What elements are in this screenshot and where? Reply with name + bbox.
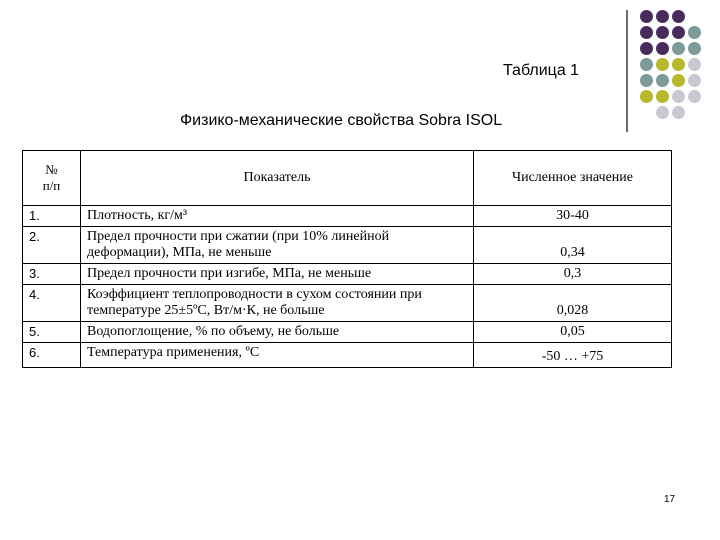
row-num: 4. (23, 285, 81, 322)
row-indicator: Плотность, кг/м³ (81, 206, 474, 227)
decor-dot (672, 10, 685, 23)
row-num: 3. (23, 264, 81, 285)
row-indicator: Предел прочности при изгибе, МПа, не меньше (81, 264, 474, 285)
page-number: 17 (664, 494, 676, 505)
table-row (23, 285, 672, 322)
decor-dot (656, 58, 669, 71)
decor-dot (672, 58, 685, 71)
header-value: Численное значение (474, 151, 672, 206)
table-row (23, 264, 672, 285)
decor-dot (656, 106, 669, 119)
row-indicator: Коэффициент теплопроводности в сухом состоянии при температуре 25±5ºС, Вт/м·К, не больше (81, 285, 474, 322)
decor-dot (688, 74, 701, 87)
row-indicator: Температура применения, ºС (81, 343, 474, 368)
decor-dot (640, 42, 653, 55)
row-value: 30-40 (474, 206, 672, 227)
row-value: 0,028 (474, 285, 672, 322)
row-num: 6. (23, 343, 81, 368)
row-indicator: Предел прочности при сжатии (при 10% линейной деформации), МПа, не меньше (81, 227, 474, 264)
decor-dot (688, 26, 701, 39)
decor-dot (688, 42, 701, 55)
decor-dot (672, 74, 685, 87)
decor-vertical-line (626, 10, 628, 132)
row-value: 0,05 (474, 322, 672, 343)
row-num: 2. (23, 227, 81, 264)
table-row (23, 227, 672, 264)
decor-dot (656, 90, 669, 103)
row-value: -50 … +75 (474, 343, 672, 368)
decor-dot (656, 42, 669, 55)
decor-dot (640, 90, 653, 103)
row-value: 0,3 (474, 264, 672, 285)
decor-dot-grid (638, 10, 720, 120)
table-row (23, 343, 672, 368)
row-num: 5. (23, 322, 81, 343)
decor-dot (656, 10, 669, 23)
decor-dot (688, 58, 701, 71)
table-row (23, 322, 672, 343)
properties-table (22, 150, 672, 368)
decor-dot (656, 26, 669, 39)
decor-dot (640, 58, 653, 71)
slide-title: Физико-механические свойства Sobra ISOL (180, 112, 503, 129)
row-value: 0,34 (474, 227, 672, 264)
table-row (23, 206, 672, 227)
decor-dot (688, 90, 701, 103)
decor-dot (640, 26, 653, 39)
row-num: 1. (23, 206, 81, 227)
table-label: Таблица 1 (503, 62, 580, 79)
header-num: № п/п (23, 151, 81, 206)
row-indicator: Водопоглощение, % по объему, не больше (81, 322, 474, 343)
decor-dot (640, 10, 653, 23)
table-header-row (23, 151, 672, 206)
decor-dot (672, 26, 685, 39)
header-indicator: Показатель (81, 151, 474, 206)
decor-dot (672, 106, 685, 119)
decor-dot (672, 90, 685, 103)
decor-dot (672, 42, 685, 55)
decor-dot (640, 74, 653, 87)
decor-dot (656, 74, 669, 87)
